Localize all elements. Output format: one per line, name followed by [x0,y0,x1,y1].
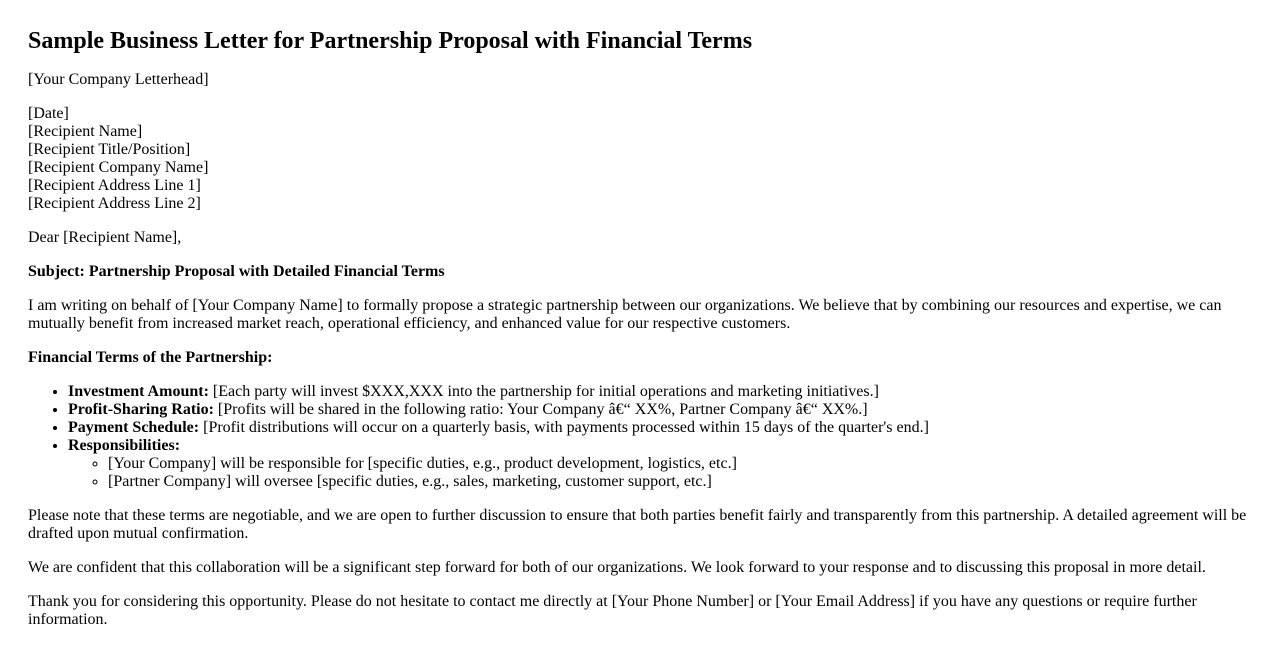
recipient-address-line-1: [Recipient Address Line 1] [28,177,201,194]
term-label: Investment Amount: [68,383,209,400]
financial-terms-heading [28,349,1250,367]
term-text: [Each party will invest $XXX,XXX into the partnership for initial operations and marketing initiatives.] [208,383,879,400]
list-item-payment-schedule [68,419,1250,437]
list-item-investment [68,383,1250,401]
term-text: [Profits will be shared in the following ratio: Your Company â€“ XX%, Partner Company â€“ XX%.] [213,401,868,418]
letterhead: [Your Company Letterhead] [28,71,209,88]
date-line: [Date] [28,105,69,122]
list-item-profit-sharing [68,401,1250,419]
financial-terms-list [28,383,1250,491]
thanks-paragraph: Thank you for considering this opportunity. Please do not hesitate to contact me directly at [Your Phone Number] or [Your Email Address] if you have any questions or require further information. [28,593,1197,628]
term-label: Profit-Sharing Ratio: [68,401,214,418]
term-label: Payment Schedule: [68,419,200,436]
address-block [28,105,1250,213]
negotiable-paragraph: Please note that these terms are negotiable, and we are open to further discussion to ensure that both parties benefit fairly and transparently from this partnership. A detailed agreement will be drafted upon mutual confirmation. [28,507,1247,542]
term-label: Responsibilities: [68,437,181,454]
recipient-company-line: [Recipient Company Name] [28,159,209,176]
salutation: Dear [Recipient Name], [28,229,182,246]
page-title: Sample Business Letter for Partnership Proposal with Financial Terms [28,28,753,54]
responsibilities-list [68,455,1250,491]
subject-line [28,263,1250,281]
list-item: ◦ [Partner Company] will oversee [specific duties, e.g., sales, marketing, customer support, etc.] [108,473,1250,491]
term-text: [Profit distributions will occur on a quarterly basis, with payments processed within 15 days of the quarter's end.] [199,419,929,436]
intro-paragraph: I am writing on behalf of [Your Company Name] to formally propose a strategic partnership between our organizations. We believe that by combining our resources and expertise, we can mutually benefit from increased market reach, operational efficiency, and enhanced value for our respective customers. [28,297,1222,332]
subject-text: Subject: Partnership Proposal with Detailed Financial Terms [28,263,445,280]
recipient-name-line: [Recipient Name] [28,123,143,140]
confident-paragraph: We are confident that this collaboration will be a significant step forward for both of our organizations. We look forward to your response and to discussing this proposal in more detail. [28,559,1206,576]
recipient-title-line: [Recipient Title/Position] [28,141,191,158]
list-item: ◦ [Your Company] will be responsible for [specific duties, e.g., product development, logistics, etc.] [108,455,1250,473]
list-item-responsibilities [68,437,1250,491]
financial-terms-heading-text: Financial Terms of the Partnership: [28,349,273,366]
recipient-address-line-2: [Recipient Address Line 2] [28,195,201,212]
